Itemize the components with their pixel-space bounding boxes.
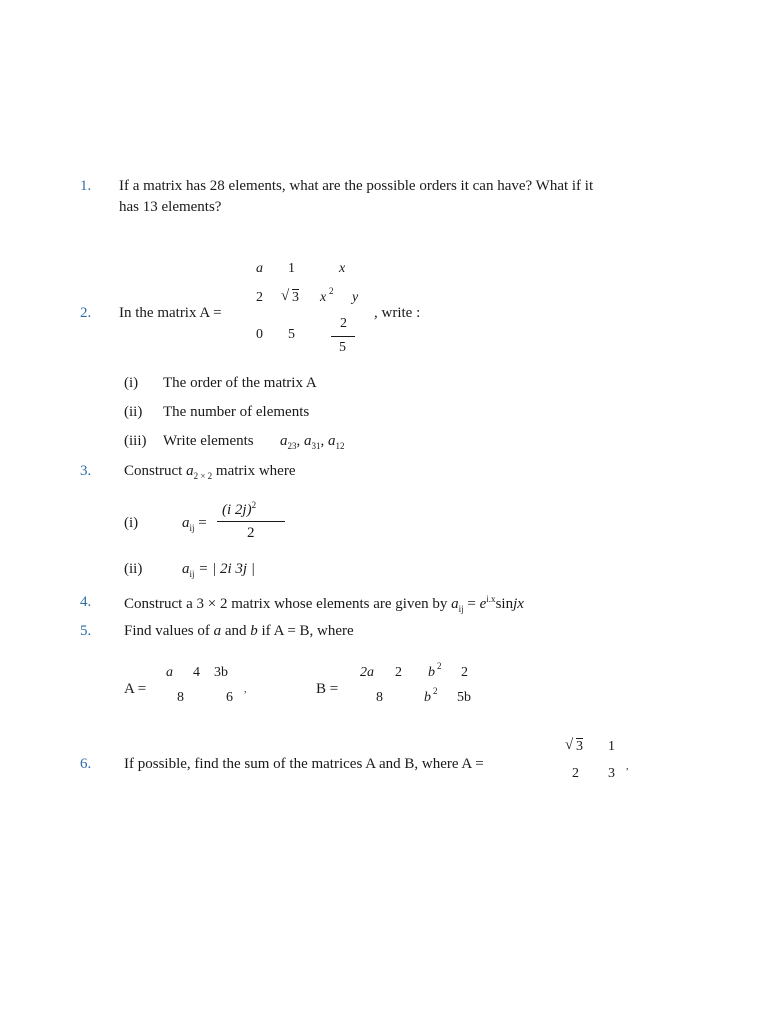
matrix-cell: 8 [177, 690, 184, 705]
matrix-label: B = [316, 681, 339, 697]
matrix-cell: 2a [360, 665, 374, 680]
exponent: 2 [433, 686, 438, 696]
sqrt-icon: √ [281, 288, 290, 304]
matrix-cell: y [352, 290, 359, 305]
question-text: If a matrix has 28 elements, what are the possible orders it can have? What if it [119, 178, 594, 194]
comma: , [626, 761, 629, 772]
question-number: 3. [80, 463, 92, 479]
matrix-cell: 3b [214, 665, 228, 680]
formula-lhs: $a_{ij}$ = [182, 515, 207, 533]
matrix-cell: 3 [608, 766, 615, 781]
question-text: Construct $a_{2 \times 2}$ matrix where [124, 463, 296, 481]
matrix-cell: 1 [608, 739, 615, 754]
matrix-cell: a [256, 261, 263, 276]
part-label: (ii) [124, 561, 143, 577]
exponent: 2 [329, 286, 334, 296]
part-text: The order of the matrix A [163, 375, 317, 391]
sqrt-icon: √ [565, 737, 574, 753]
part-label: (i) [124, 375, 139, 391]
matrix-cell: 2 [461, 665, 468, 680]
matrix-cell: 0 [256, 327, 263, 342]
fraction-numerator: (i 2j)$^2$ [222, 500, 257, 518]
question-text: has 13 elements? [119, 199, 222, 215]
matrix-cell: 5 [288, 327, 295, 342]
fraction-denominator: 5 [339, 340, 346, 355]
matrix-cell: x [320, 290, 327, 305]
matrix-cell: 3 [576, 739, 583, 754]
matrix-cell: 2 [395, 665, 402, 680]
matrix-cell: a [166, 665, 173, 680]
matrix-cell: 1 [288, 261, 295, 276]
matrix-cell: 8 [376, 690, 383, 705]
matrix-cell: 4 [193, 665, 200, 680]
formula: $a_{ij}$ = | 2i 3j | [182, 561, 255, 579]
part-label: (ii) [124, 404, 143, 420]
question-text: In the matrix A = [119, 305, 222, 321]
fraction-bar [217, 521, 285, 522]
question-text: Find values of a and b if A = B, where [124, 623, 354, 639]
question-text: , write : [374, 305, 421, 321]
fraction-denominator: 2 [247, 525, 255, 541]
matrix-label: A = [124, 681, 147, 697]
part-text: The number of elements [163, 404, 310, 420]
matrix-cell: b [428, 665, 435, 680]
part-label: (i) [124, 515, 139, 531]
matrix-cell: 2 [572, 766, 579, 781]
matrix-cell: 6 [226, 690, 233, 705]
question-number: 2. [80, 305, 92, 321]
matrix-cell: 2 [256, 290, 263, 305]
matrix-cell: 3 [292, 290, 299, 305]
question-number: 5. [80, 623, 92, 639]
question-number: 6. [80, 756, 92, 772]
question-text: If possible, find the sum of the matrices A and B, where A = [124, 756, 484, 772]
part-label: (iii) [124, 433, 147, 449]
fraction-bar [331, 336, 355, 337]
question-number: 4. [80, 594, 92, 610]
exponent: 2 [437, 661, 442, 671]
matrix-cell: 5b [457, 690, 471, 705]
part-text: Write elements [163, 433, 254, 449]
question-number: 1. [80, 178, 92, 194]
element-list: $a_{23}$, $a_{31}$, $a_{12}$ [280, 433, 345, 451]
question-text: Construct a 3 × 2 matrix whose elements are given by $a_{ij}$ = $e^{i.x}sinjx$ [124, 594, 524, 614]
matrix-cell: b [424, 690, 431, 705]
comma: , [244, 684, 247, 695]
matrix-cell: x [339, 261, 346, 276]
fraction-numerator: 2 [340, 316, 347, 331]
